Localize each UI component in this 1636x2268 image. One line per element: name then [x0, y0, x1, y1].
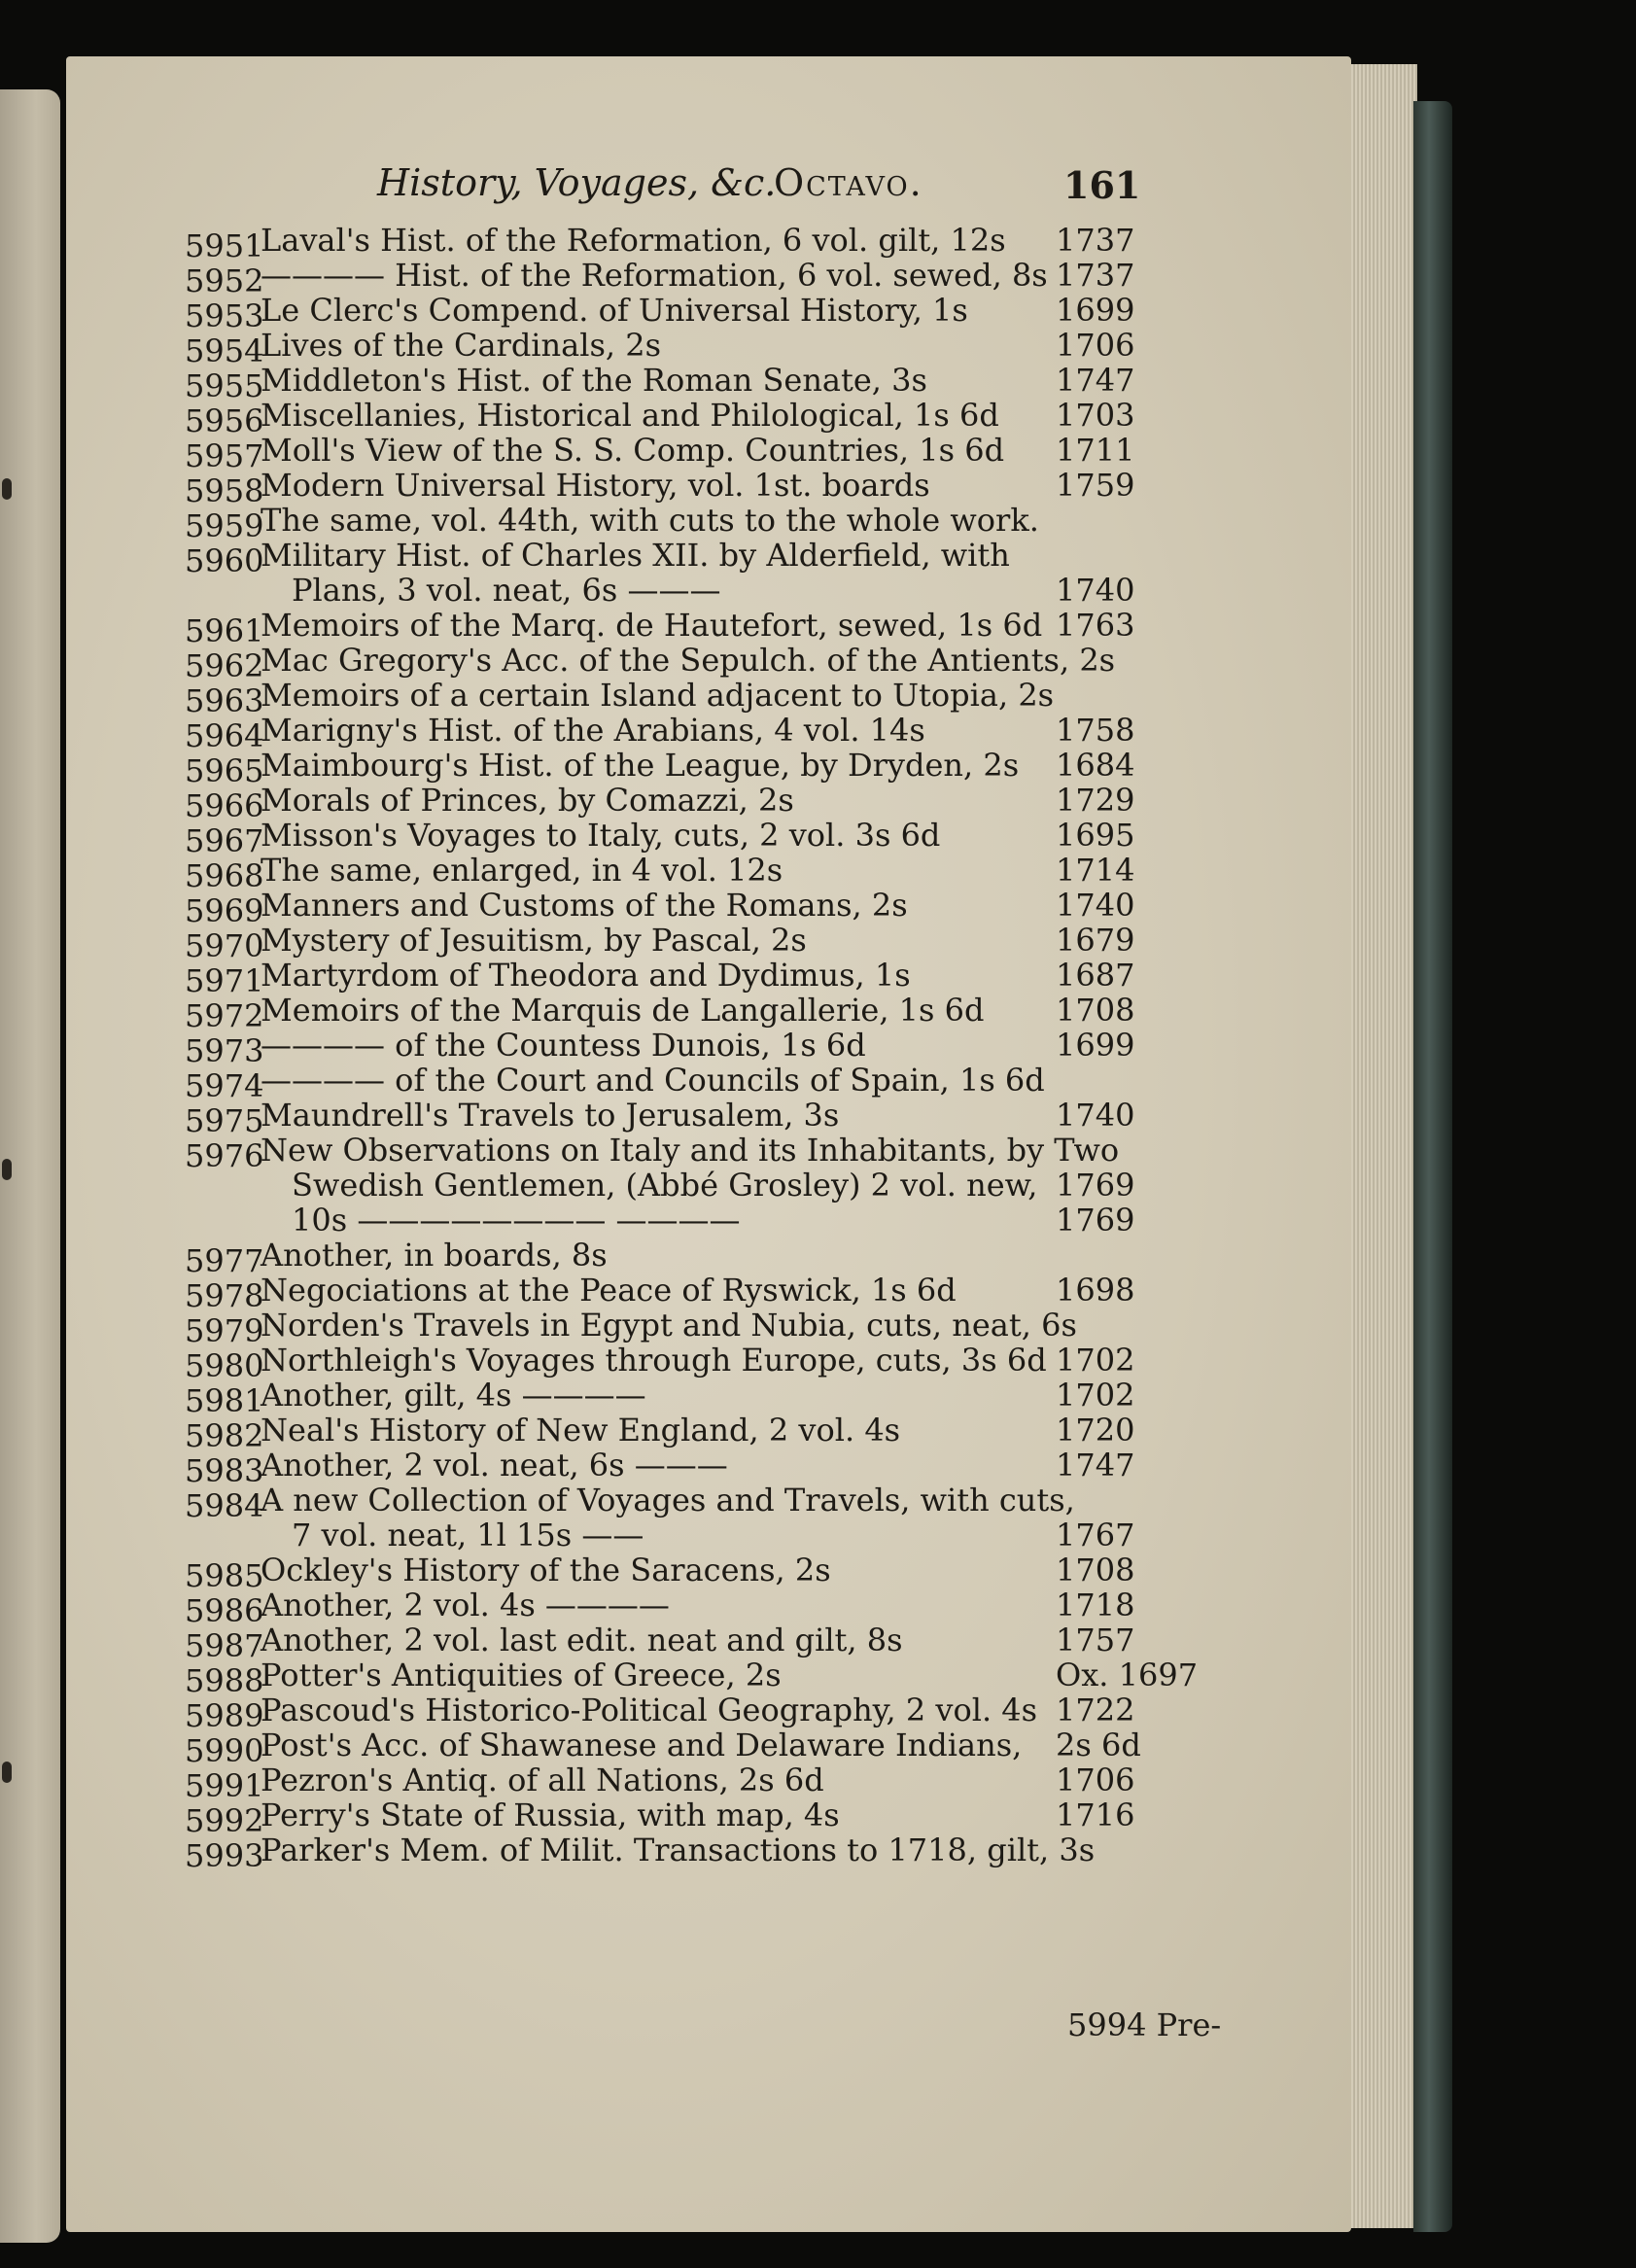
entry-title: Another, in boards, 8s [261, 1237, 608, 1274]
entry-title: Ockley's History of the Saracens, 2s [261, 1552, 831, 1588]
entry-number: 5974 [185, 1067, 264, 1104]
catalogue-entry [66, 222, 1351, 264]
entry-number: 5970 [185, 927, 264, 964]
catalogue-entry [66, 1552, 1351, 1594]
entry-title: Pascoud's Historico-Political Geography, 2 vol. 4s [261, 1692, 1038, 1728]
binding-hole [2, 1762, 12, 1783]
entry-number: 5969 [185, 892, 264, 929]
entry-title: Lives of the Cardinals, 2s [261, 327, 661, 364]
entry-number: 5989 [185, 1697, 264, 1734]
entry-year: 1695 [1056, 817, 1135, 854]
entry-title: Laval's Hist. of the Reformation, 6 vol. gilt, 12s [261, 222, 1006, 259]
entry-number: 5980 [185, 1347, 264, 1384]
entry-year: 1758 [1056, 712, 1135, 749]
catalogue-entry [66, 1447, 1351, 1489]
catalogue-entries [66, 222, 1351, 1874]
catalogue-entry [66, 1027, 1351, 1069]
entry-title: ———— of the Countess Dunois, 1s 6d [261, 1027, 866, 1064]
catalogue-entry [66, 1412, 1351, 1454]
catalogue-entry [66, 1762, 1351, 1804]
catalogue-entry [66, 257, 1351, 299]
entry-year: 1703 [1056, 397, 1135, 434]
entry-year: 1711 [1056, 432, 1135, 469]
catchword: 5994 Pre- [1067, 2006, 1222, 2043]
entry-year: 1716 [1056, 1797, 1135, 1833]
catalogue-entry [66, 607, 1351, 649]
entry-year: 1684 [1056, 747, 1135, 784]
entry-title: Pezron's Antiq. of all Nations, 2s 6d [261, 1762, 824, 1798]
entry-number: 5968 [185, 857, 264, 894]
catalogue-entry [66, 537, 1351, 579]
page-number: 161 [1063, 163, 1141, 207]
entry-number: 5987 [185, 1627, 264, 1664]
catalogue-entry [66, 397, 1351, 439]
entry-title: Moll's View of the S. S. Comp. Countries, 1s 6d [261, 432, 1005, 469]
entry-year: Ox. 1697 [1056, 1657, 1199, 1693]
catalogue-entry [66, 887, 1351, 929]
entry-number: 5972 [185, 997, 264, 1034]
section-label: Octavo. [774, 161, 923, 204]
entry-year: 1747 [1056, 1447, 1135, 1483]
entry-number: 5956 [185, 402, 264, 439]
catalogue-entry [66, 292, 1351, 334]
entry-year: 1763 [1056, 607, 1135, 644]
entry-year: 1698 [1056, 1272, 1135, 1308]
catalogue-entry [66, 1657, 1351, 1699]
entry-year: 1747 [1056, 362, 1135, 399]
entry-title: Memoirs of the Marq. de Hautefort, sewed, 1s 6d [261, 607, 1043, 644]
catalogue-entry [66, 1797, 1351, 1839]
entry-year: 2s 6d [1056, 1727, 1141, 1763]
entry-number: 5986 [185, 1592, 264, 1629]
entry-title: Miscellanies, Historical and Philological, 1s 6d [261, 397, 999, 434]
entry-year: 1740 [1056, 1097, 1135, 1134]
catalogue-entry [66, 1062, 1351, 1104]
entry-title: Modern Universal History, vol. 1st. boards [261, 467, 930, 504]
entry-title: Le Clerc's Compend. of Universal History, 1s [261, 292, 968, 329]
entry-title: Parker's Mem. of Milit. Transactions to 1718, gilt, 3s [261, 1832, 1096, 1868]
entry-title: 7 vol. neat, 1l 15s —— [292, 1517, 644, 1553]
entry-number: 5954 [185, 332, 264, 369]
catalogue-entry [66, 572, 1351, 607]
catalogue-entry [66, 957, 1351, 999]
catalogue-entry [66, 1307, 1351, 1349]
entry-year: 1718 [1056, 1587, 1135, 1623]
catalogue-entry [66, 817, 1351, 859]
catalogue-entry [66, 1377, 1351, 1419]
entry-year: 1757 [1056, 1622, 1135, 1658]
catalogue-entry [66, 467, 1351, 509]
entry-title: Manners and Customs of the Romans, 2s [261, 887, 908, 924]
catalogue-entry [66, 327, 1351, 369]
entry-year: 1740 [1056, 887, 1135, 924]
catalogue-entry [66, 1237, 1351, 1279]
catalogue-entry [66, 1832, 1351, 1874]
entry-number: 5985 [185, 1557, 264, 1594]
entry-number: 5965 [185, 752, 264, 789]
entry-title: The same, vol. 44th, with cuts to the whole work. [261, 502, 1039, 539]
entry-year: 1706 [1056, 327, 1135, 364]
catalogue-entry [66, 747, 1351, 789]
entry-number: 5971 [185, 962, 264, 999]
entry-number: 5961 [185, 612, 264, 649]
entry-year: 1702 [1056, 1342, 1135, 1378]
catalogue-entry [66, 782, 1351, 824]
entry-number: 5979 [185, 1312, 264, 1349]
catalogue-entry [66, 502, 1351, 544]
entry-title: Negociations at the Peace of Ryswick, 1s 6d [261, 1272, 957, 1308]
entry-title: Neal's History of New England, 2 vol. 4s [261, 1412, 901, 1448]
catalogue-entry [66, 1132, 1351, 1174]
entry-title: Potter's Antiquities of Greece, 2s [261, 1657, 782, 1693]
entry-title: New Observations on Italy and its Inhabitants, by Two [261, 1132, 1120, 1169]
entry-year: 1699 [1056, 1027, 1135, 1064]
entry-title: Post's Acc. of Shawanese and Delaware Indians, [261, 1727, 1023, 1763]
entry-year: 1737 [1056, 222, 1135, 259]
entry-title: Plans, 3 vol. neat, 6s ——— [292, 572, 721, 609]
entry-number: 5978 [185, 1277, 264, 1314]
running-header [66, 161, 1351, 220]
entry-year: 1759 [1056, 467, 1135, 504]
catalogue-entry [66, 1272, 1351, 1314]
entry-number: 5953 [185, 297, 264, 334]
entry-title: Martyrdom of Theodora and Dydimus, 1s [261, 957, 911, 994]
entry-number: 5958 [185, 472, 264, 509]
entry-number: 5991 [185, 1767, 264, 1804]
catalogue-entry [66, 922, 1351, 964]
catalogue-entry [66, 1202, 1351, 1237]
book-cover [1413, 101, 1452, 2232]
entry-number: 5990 [185, 1732, 264, 1769]
entry-number: 5981 [185, 1382, 264, 1419]
catalogue-entry [66, 677, 1351, 719]
entry-title: Memoirs of the Marquis de Langallerie, 1s 6d [261, 992, 985, 1029]
entry-year: 1708 [1056, 992, 1135, 1029]
entry-number: 5964 [185, 717, 264, 754]
entry-number: 5984 [185, 1487, 264, 1524]
entry-number: 5992 [185, 1802, 264, 1839]
entry-number: 5960 [185, 542, 264, 579]
entry-title: ———— Hist. of the Reformation, 6 vol. sewed, 8s [261, 257, 1048, 294]
binding-hole [2, 1159, 12, 1180]
entry-year: 1722 [1056, 1692, 1135, 1728]
entry-year: 1679 [1056, 922, 1135, 959]
entry-title: Misson's Voyages to Italy, cuts, 2 vol. 3s 6d [261, 817, 941, 854]
entry-title: A new Collection of Voyages and Travels, with cuts, [261, 1482, 1075, 1518]
entry-title: Mystery of Jesuitism, by Pascal, 2s [261, 922, 807, 959]
entry-number: 5988 [185, 1662, 264, 1699]
entry-year: 1708 [1056, 1552, 1135, 1588]
catalogue-entry [66, 1622, 1351, 1664]
catalogue-entry [66, 1097, 1351, 1139]
entry-number: 5982 [185, 1417, 264, 1454]
entry-number: 5977 [185, 1242, 264, 1279]
entry-number: 5955 [185, 367, 264, 404]
entry-year: 1699 [1056, 292, 1135, 329]
entry-title: Another, 2 vol. last edit. neat and gilt, 8s [261, 1622, 903, 1658]
catalogue-entry [66, 1167, 1351, 1202]
entry-title: Marigny's Hist. of the Arabians, 4 vol. 14s [261, 712, 925, 749]
entry-number: 5975 [185, 1102, 264, 1139]
entry-year: 1729 [1056, 782, 1135, 819]
running-title: History, Voyages, &c. [377, 161, 777, 204]
binding-hole [2, 478, 12, 500]
entry-title: Another, 2 vol. 4s ———— [261, 1587, 670, 1623]
entry-number: 5951 [185, 227, 264, 264]
catalogue-entry [66, 1482, 1351, 1524]
entry-year: 1769 [1056, 1202, 1135, 1239]
entry-year: 1714 [1056, 852, 1135, 889]
catalogue-entry [66, 1587, 1351, 1629]
entry-number: 5967 [185, 822, 264, 859]
entry-title: ———— of the Court and Councils of Spain, 1s 6d [261, 1062, 1045, 1099]
entry-title: The same, enlarged, in 4 vol. 12s [261, 852, 783, 889]
catalogue-page [66, 56, 1351, 2232]
entry-title: Swedish Gentlemen, (Abbé Grosley) 2 vol. new, [292, 1167, 1038, 1204]
entry-title: Norden's Travels in Egypt and Nubia, cuts, neat, 6s [261, 1307, 1077, 1343]
entry-title: 10s ———————— ———— [292, 1202, 741, 1239]
entry-number: 5983 [185, 1452, 264, 1489]
entry-title: Morals of Princes, by Comazzi, 2s [261, 782, 794, 819]
catalogue-entry [66, 1517, 1351, 1552]
page-stack-edges [1347, 64, 1417, 2228]
entry-title: Military Hist. of Charles XII. by Alderfield, with [261, 537, 1010, 574]
entry-number: 5993 [185, 1837, 264, 1874]
entry-year: 1740 [1056, 572, 1135, 609]
entry-number: 5963 [185, 682, 264, 719]
entry-year: 1702 [1056, 1377, 1135, 1413]
catalogue-entry [66, 362, 1351, 404]
entry-year: 1720 [1056, 1412, 1135, 1448]
entry-title: Perry's State of Russia, with map, 4s [261, 1797, 840, 1833]
entry-title: Another, 2 vol. neat, 6s ——— [261, 1447, 728, 1483]
catalogue-entry [66, 992, 1351, 1034]
catalogue-entry [66, 432, 1351, 474]
entry-number: 5962 [185, 647, 264, 684]
entry-year: 1737 [1056, 257, 1135, 294]
entry-title: Memoirs of a certain Island adjacent to Utopia, 2s [261, 677, 1055, 714]
entry-number: 5976 [185, 1137, 264, 1174]
entry-year: 1769 [1056, 1167, 1135, 1204]
catalogue-entry [66, 1727, 1351, 1769]
catalogue-entry [66, 852, 1351, 894]
entry-number: 5959 [185, 507, 264, 544]
catalogue-entry [66, 712, 1351, 754]
entry-number: 5957 [185, 437, 264, 474]
catalogue-entry [66, 642, 1351, 684]
entry-title: Middleton's Hist. of the Roman Senate, 3s [261, 362, 927, 399]
entry-title: Maundrell's Travels to Jerusalem, 3s [261, 1097, 840, 1134]
catalogue-entry [66, 1342, 1351, 1384]
entry-title: Maimbourg's Hist. of the League, by Dryden, 2s [261, 747, 1020, 784]
entry-year: 1706 [1056, 1762, 1135, 1798]
left-page-edge [0, 89, 60, 2243]
entry-year: 1767 [1056, 1517, 1135, 1553]
entry-title: Northleigh's Voyages through Europe, cuts, 3s 6d [261, 1342, 1047, 1378]
entry-title: Another, gilt, 4s ———— [261, 1377, 646, 1413]
entry-number: 5973 [185, 1032, 264, 1069]
entry-title: Mac Gregory's Acc. of the Sepulch. of the Antients, 2s [261, 642, 1116, 679]
entry-year: 1687 [1056, 957, 1135, 994]
catalogue-entry [66, 1692, 1351, 1734]
entry-number: 5952 [185, 262, 264, 299]
entry-number: 5966 [185, 787, 264, 824]
